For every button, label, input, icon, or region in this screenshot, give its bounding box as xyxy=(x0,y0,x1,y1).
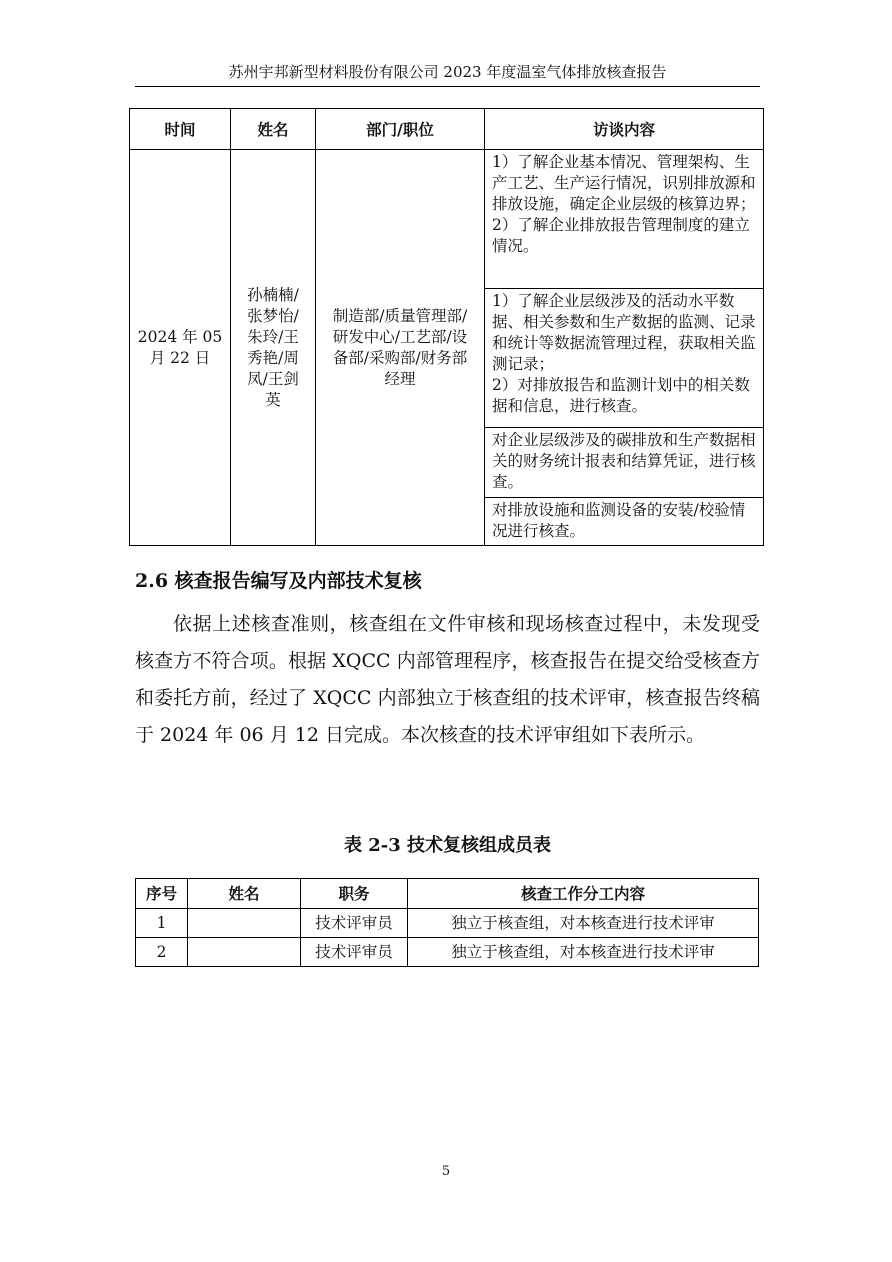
col-header-name: 姓名 xyxy=(231,109,316,150)
section-title: 2.6 核查报告编写及内部技术复核 xyxy=(135,570,422,592)
row-task: 独立于核查组，对本核查进行技术评审 xyxy=(408,909,759,938)
row-task: 独立于核查组，对本核查进行技术评审 xyxy=(408,938,759,967)
col-header-content: 访谈内容 xyxy=(485,109,764,150)
col-header-task: 核查工作分工内容 xyxy=(408,879,759,909)
interview-department: 制造部/质量管理部/研发中心/工艺部/设备部/采购部/财务部经理 xyxy=(316,150,485,546)
interview-names: 孙楠楠/张梦怡/朱玲/王秀艳/周凤/王剑英 xyxy=(231,150,316,546)
col-header-role: 职务 xyxy=(301,879,408,909)
col-header-department: 部门/职位 xyxy=(316,109,485,150)
interview-content-3: 对企业层级涉及的碳排放和生产数据相关的财务统计报表和结算凭证，进行核查。 xyxy=(485,428,764,498)
page-number: 5 xyxy=(441,1164,451,1179)
col-header-time: 时间 xyxy=(130,109,231,150)
table-row xyxy=(136,909,759,938)
col-header-no: 序号 xyxy=(136,879,188,909)
interview-table xyxy=(129,108,764,546)
row-no: 2 xyxy=(136,938,188,967)
table-caption: 表 2-3 技术复核组成员表 xyxy=(343,835,552,856)
row-role: 技术评审员 xyxy=(301,938,408,967)
interview-content-1: 1）了解企业基本情况、管理架构、生产工艺、生产运行情况，识别排放源和排放设施，确定企业层级的核算边界； 2）了解企业排放报告管理制度的建立情况。 xyxy=(485,150,764,289)
row-name xyxy=(188,938,301,967)
body-paragraph: 依据上述核查准则，核查组在文件审核和现场核查过程中，未发现受核查方不符合项。根据 XQCC 内部管理程序，核查报告在提交给受核查方和委托方前，经过了 XQCC 内部独立于核查组的技术评审，核查报告终稿于 2024 年 06 月 12 日完成。本次核查的技术评审组如下表所示。 xyxy=(135,613,760,746)
review-table xyxy=(135,878,759,967)
row-role: 技术评审员 xyxy=(301,909,408,938)
table-row xyxy=(130,150,764,289)
review-table-header xyxy=(136,879,759,909)
header-rule xyxy=(135,86,760,87)
page-header: 苏州宇邦新型材料股份有限公司 2023 年度温室气体排放核查报告 xyxy=(228,63,667,81)
row-no: 1 xyxy=(136,909,188,938)
interview-table-header xyxy=(130,109,764,150)
interview-content-2: 1）了解企业层级涉及的活动水平数据、相关参数和生产数据的监测、记录和统计等数据流管理过程，获取相关监测记录； 2）对排放报告和监测计划中的相关数据和信息，进行核查。 xyxy=(485,289,764,428)
interview-time: 2024 年 05 月 22 日 xyxy=(130,150,231,546)
table-row xyxy=(136,938,759,967)
row-name xyxy=(188,909,301,938)
interview-content-4: 对排放设施和监测设备的安装/校验情况进行核查。 xyxy=(485,498,764,546)
col-header-name: 姓名 xyxy=(188,879,301,909)
